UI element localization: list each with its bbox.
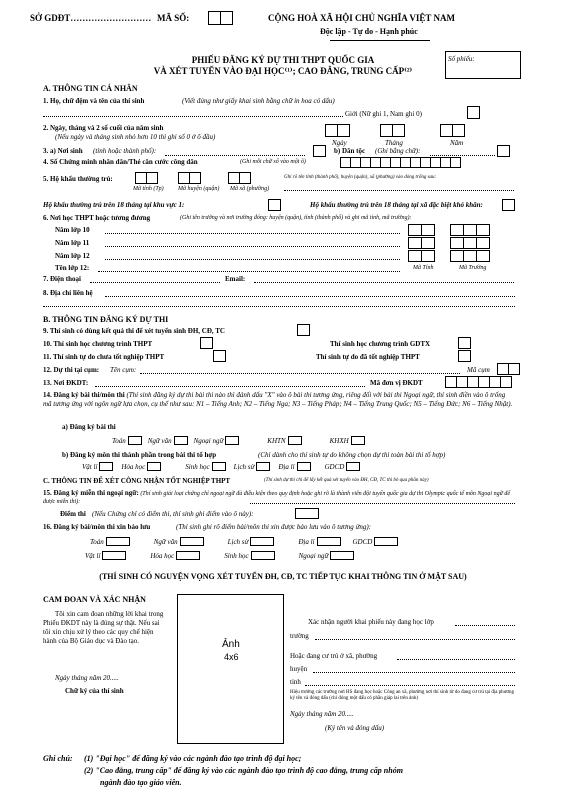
birth-month-cells[interactable] (380, 124, 404, 137)
diem-thi-label: Điểm thi (60, 510, 86, 518)
baoluu-row2 (85, 551, 358, 560)
lop10-field[interactable] (105, 233, 400, 234)
huyen-field[interactable] (313, 672, 515, 673)
ma-don-vi-cells[interactable] (445, 376, 511, 388)
q6-note: (Ghi tên trường và nơi trường đóng: huyện (quận), tỉnh (thành phố) và ghi mã tỉnh, mã trường): (180, 215, 412, 221)
q3b-note: (Ghi bằng chữ): (375, 147, 421, 155)
subject-b-lichsu-box[interactable] (256, 462, 270, 471)
subject-b-vatli-box[interactable] (99, 462, 113, 471)
baoluu-lichsu-box[interactable] (250, 537, 274, 546)
gdtx-label: Thí sinh học chương trình GDTX (330, 340, 431, 348)
gioi-label: Giới (Nữ ghi 1, Nam ghi 0) (345, 110, 422, 118)
ten-lop12-field[interactable] (98, 271, 400, 272)
noi-sinh-field[interactable] (165, 155, 305, 156)
baoluu-lichsu[interactable]: Lịch sử (228, 537, 275, 546)
xa-field[interactable] (397, 659, 515, 660)
footer-note-2: (2) "Cao đẳng, trung cấp" để đăng ký vào các ngành đào tạo trình độ cao đẳng, trung cấp nhóm (84, 766, 403, 775)
subject-a-nguvan[interactable]: Ngữ văn (148, 436, 188, 445)
subject-b-hoahoc[interactable]: Hóa học (121, 462, 161, 471)
section-a-heading: A. THÔNG TIN CÁ NHÂN (43, 84, 138, 93)
ma-cum-label: Mã cụm (467, 366, 490, 374)
cmnd-cells[interactable] (340, 157, 460, 168)
subject-b-diali-box[interactable] (297, 462, 311, 471)
q15-label: 15. Đăng ký miễn thi ngoại ngữ: (43, 489, 139, 497)
baoluu-vatli[interactable]: Vật lí (85, 551, 126, 560)
dan-toc-box[interactable] (497, 145, 510, 157)
lop11-ma-tinh[interactable] (408, 237, 434, 249)
subject-b-sinhhoc[interactable]: Sinh học (185, 462, 225, 471)
q7-label: 7. Điện thoại (43, 275, 81, 283)
baoluu-sinhhoc-box[interactable] (251, 551, 275, 560)
lop11-label: Năm lớp 11 (55, 239, 90, 247)
address-field-2[interactable] (43, 306, 515, 307)
lop10-label: Năm lớp 10 (55, 226, 90, 234)
footer-note-1: (1) "Đại học" để đăng ký vào các ngành đào tạo trình độ đại học; (84, 754, 302, 763)
confirm-note: Hiệu trưởng các trường nơi HS đang học hoặc Công an xã, phường nơi thí sinh từ do đang cư trú tại địa phương ký tên và đóng dấu (chỉ đóng một dấu có phần giáp lai trên ảnh) (290, 690, 515, 701)
q6-label: 6. Nơi học THPT hoặc tương đương (43, 214, 151, 222)
baoluu-nguvan-box[interactable] (180, 537, 204, 546)
so-phieu-box[interactable] (445, 51, 521, 79)
q5-note: Ghi rõ tên tỉnh (thành phố), huyện (quận), xã (phường) vào dòng trống sau: (284, 175, 437, 180)
q9-box[interactable] (297, 324, 310, 336)
photo-label-2: 4x6 (224, 652, 239, 662)
dkdt-field[interactable] (95, 386, 365, 387)
confirm-sign: (Ký tên và đóng dấu) (325, 724, 385, 732)
ma-truong-label: Mã Trường (459, 265, 487, 271)
confirm-label: Xác nhận người khai phiếu này đang học lớp (308, 618, 434, 626)
phone-field[interactable] (90, 282, 220, 283)
hoac-label: Hoặc đang cư trú ở xã, phường (290, 652, 378, 660)
q9-label: 9. Thí sinh có dùng kết quả thi để xét tuyển sinh ĐH, CĐ, TC (43, 327, 225, 335)
q13-label: 13. Nơi ĐKDT: (43, 379, 89, 387)
q1-label: 1. Họ, chữ đệm và tên của thí sinh (43, 97, 145, 105)
diem-thi-note: (Nếu Chứng chỉ có điểm thi, thí sinh ghi điểm vào ô này): (92, 510, 254, 518)
ma-huyen-cells[interactable] (178, 172, 200, 184)
baoluu-toan[interactable]: Toán (90, 537, 130, 546)
lop11-ma-truong[interactable] (450, 237, 489, 249)
confirm-date: Ngày tháng năm 20..... (290, 710, 354, 718)
section-c-heading: C. THÔNG TIN ĐỂ XÉT CÔNG NHẬN TỐT NGHIỆP THPT (43, 477, 231, 485)
photo-box[interactable] (177, 594, 284, 744)
tinh-field[interactable] (305, 685, 515, 686)
q10-label: 10. Thí sinh học chương trình THPT (43, 340, 153, 348)
q4-note: (Ghi mỗi chữ số vào một ô) (240, 159, 306, 165)
cum-field[interactable] (140, 373, 460, 374)
noi-sinh-box[interactable] (313, 145, 326, 157)
ma-cum-cells[interactable] (497, 363, 519, 375)
email-label: Email: (225, 275, 246, 283)
baoluu-gdcd-box[interactable] (374, 537, 398, 546)
subject-a-toan-box[interactable] (128, 436, 142, 445)
motto: Độc lập - Tự do - Hạnh phúc (320, 27, 418, 36)
q3b-label: b) Dân tộc (334, 147, 366, 155)
ngay-label: Ngày (332, 139, 347, 147)
q16-label: 16. Đăng ký bài/môn thi xin bảo lưu (43, 523, 151, 531)
so-gddt: SỞ GDĐT……………………… (30, 13, 152, 23)
q2-label: 2. Ngày, tháng và 2 số cuối của năm sinh (43, 124, 164, 132)
commit-date: Ngày tháng năm 20..... (55, 674, 119, 682)
totnghiep-box[interactable] (458, 350, 471, 362)
ma-tinh-label: Mã Tỉnh (413, 265, 434, 271)
baoluu-hoahoc-box[interactable] (176, 551, 200, 560)
baoluu-gdcd[interactable]: GDCD (353, 537, 399, 546)
commit-text: Tôi xin cam đoan những lời khai trong Phiếu ĐKDT này là đúng sự thật. Nếu sai tôi xin chịu xử lý theo các quy chế hiện hành của Bộ Giáo dục và Đào tạo. (43, 610, 164, 645)
subject-a-ngoaingu[interactable]: Ngoại ngữ (194, 436, 240, 445)
gioi-box[interactable] (467, 106, 480, 119)
huyen-label: huyện (290, 665, 308, 673)
baoluu-ngoaingu-box[interactable] (330, 551, 354, 560)
ma-huyen-label: Mã huyện (quận) (178, 186, 220, 192)
form-title-1: PHIẾU ĐĂNG KÝ DỰ THI THPT QUỐC GIA (191, 55, 375, 65)
gdtx-box[interactable] (458, 337, 471, 349)
republic: CỘNG HOÀ XÃ HỘI CHỦ NGHĨA VIỆT NAM (268, 13, 455, 23)
q14b-note: (Chỉ dành cho thí sinh tự do không chọn dự thi toàn bài thi tổ hợp) (258, 451, 446, 459)
lop12-ma-truong[interactable] (450, 250, 489, 262)
q14b-label: b) Đăng ký môn thi thành phần trong bài thi tổ hợp (62, 451, 217, 459)
baoluu-diali[interactable]: Địa lí (298, 537, 340, 546)
q15-note: (Thí sinh giải loại chứng chỉ ngoại ngữ đủ điều kiện theo quy định hoặc ghi rõ là thành viên đội tuyển quốc gia dự thi Olympic quốc tế môn Ngoại ngữ để được miễn thi): (43, 491, 511, 505)
subject-b-hoahoc-box[interactable] (147, 462, 161, 471)
commit-heading: CAM ĐOAN VÀ XÁC NHẬN (43, 595, 146, 604)
footer-label: Ghi chú: (43, 754, 73, 763)
lop12-field[interactable] (105, 259, 400, 260)
baoluu-toan-box[interactable] (106, 537, 130, 546)
address-field[interactable] (105, 296, 515, 297)
subject-a-khxh-box[interactable] (351, 436, 365, 445)
ma-xa-label: Mã xã (phường) (230, 186, 270, 192)
ten-lop12-label: Tên lớp 12: (55, 264, 90, 272)
lop11-field[interactable] (105, 246, 400, 247)
birth-day-cells[interactable] (325, 124, 349, 137)
q11-label: 11. Thí sinh tự do chưa tốt nghiệp THPT (43, 353, 165, 361)
subjects-a (112, 436, 369, 445)
q12-label: 12. Dự thi tại cụm: (43, 366, 100, 374)
subject-a-ngoaingu-box[interactable] (225, 436, 239, 445)
q14a-label: a) Đăng ký bài thi (62, 423, 116, 431)
q8-label: 8. Địa chỉ liên hệ (43, 289, 93, 297)
dan-toc-field[interactable] (430, 155, 495, 156)
ma-so-cells[interactable] (208, 11, 232, 25)
so-phieu-label: Số phiếu: (448, 55, 475, 63)
baoluu-vatli-box[interactable] (102, 551, 126, 560)
q2-note: (Nếu ngày và tháng sinh nhỏ hơn 10 thì ghi số 0 ở ô đầu) (55, 133, 216, 141)
xa-dbkk-box[interactable] (502, 199, 515, 211)
q15-field[interactable] (250, 503, 515, 504)
form-title-2: VÀ XÉT TUYỂN VÀO ĐẠI HỌC⁽¹⁾; CAO ĐẲNG, TRUNG CẤP⁽²⁾ (153, 66, 413, 76)
subject-b-sinhhoc-box[interactable] (212, 462, 226, 471)
subject-b-gdcd[interactable]: GDCD (325, 462, 361, 471)
lop10-ma-tinh[interactable] (408, 224, 434, 236)
q3a-label: 3. a) Nơi sinh (43, 147, 83, 155)
baoluu-hoahoc[interactable]: Hóa học (150, 551, 200, 560)
subject-a-khtn[interactable]: KHTN (267, 436, 301, 445)
q14-note: (Thí sinh đăng ký dự thi bài thi nào thì đánh dấu "X" vào ô bài thi tương ứng, riêng đối với bài thi Ngoại ngữ, thí sinh điền vào ô trống mã tương ứng với ngôn ngữ lựa chọn, cụ thể như sau: N1 – Tiếng Anh; N2 – Tiếng Nga; N3 – Tiếng Pháp; N4 – Tiếng Trung Quốc; N5 – Tiếng Đức; N6 – Tiếng Nhật). (43, 391, 513, 408)
ma-tinh-tp-label: Mã tỉnh (Tp) (133, 186, 164, 192)
ma-so-label: MÃ SỐ: (157, 13, 190, 23)
q10-box[interactable] (200, 337, 213, 349)
q3a-note: (tỉnh hoặc thành phố): (93, 147, 157, 155)
nam-label: Năm (450, 139, 464, 147)
totnghiep-label: Thí sinh tự do đã tốt nghiệp THPT (316, 353, 420, 361)
confirm-lop-field[interactable] (455, 625, 515, 626)
baoluu-ngoaingu[interactable]: Ngoại ngữ (299, 551, 355, 560)
section-c-note: (Thí sinh dự thi chỉ để lấy kết quả xét tuyển vào ĐH, CĐ, TC thì bỏ qua phần này) (264, 478, 429, 483)
photo-label-1: Ảnh (222, 639, 240, 650)
subject-b-lichsu[interactable]: Lịch sử (234, 462, 271, 471)
q1-note: (Viết đúng như giấy khai sinh bằng chữ in hoa có dấu) (182, 97, 335, 105)
birth-year-cells[interactable] (440, 124, 464, 137)
q11-box[interactable] (213, 350, 226, 362)
name-field[interactable] (43, 116, 343, 117)
lop10-ma-truong[interactable] (450, 224, 489, 236)
subject-a-khxh[interactable]: KHXH (330, 436, 365, 445)
q14-block (43, 391, 515, 409)
subject-b-gdcd-box[interactable] (346, 462, 360, 471)
lop12-ma-tinh[interactable] (408, 250, 434, 262)
ten-cum-label: Tên cụm: (110, 366, 137, 374)
truong-label: trường (290, 632, 309, 640)
q4-label: 4. Số Chứng minh nhân dân/Thẻ căn cước công dân (43, 158, 198, 166)
footer-note-3: ngành đào tạo giáo viên. (100, 778, 182, 787)
baoluu-nguvan[interactable]: Ngữ văn (154, 537, 204, 546)
tinh-label: tỉnh (290, 678, 301, 686)
ma-tinh-cells[interactable] (135, 172, 157, 184)
ho-khau-field[interactable] (284, 190, 514, 191)
q5-label: 5. Hộ khẩu thường trú: (43, 175, 113, 183)
subject-b-diali[interactable]: Địa lí (278, 462, 310, 471)
section-b-heading: B. THÔNG TIN ĐĂNG KÝ DỰ THI (43, 315, 169, 324)
baoluu-diali-box[interactable] (317, 537, 341, 546)
truong-field[interactable] (315, 639, 515, 640)
baoluu-row1 (90, 537, 402, 546)
q14-label: 14. Đăng ký bài thi/môn thi (43, 391, 125, 399)
ma-don-vi-label: Mã đơn vị ĐKDT (370, 379, 423, 387)
q16-note: (Thí sinh ghi rõ điểm bài/môn thi xin được bảo lưu vào ô tương ứng): (176, 523, 372, 531)
email-field[interactable] (254, 282, 514, 283)
xa-dbkk-label: Hộ khẩu thường trú trên 18 tháng tại xã đặc biệt khó khăn: (310, 201, 483, 209)
next-page-note: (THÍ SINH CÓ NGUYỆN VỌNG XÉT TUYỂN ĐH, CĐ, TC TIẾP TỤC KHAI THÔNG TIN Ở MẶT SAU) (99, 572, 467, 581)
subject-b-vatli[interactable]: Vật lí (82, 462, 113, 471)
subject-a-nguvan-box[interactable] (174, 436, 188, 445)
kv1-box[interactable] (268, 199, 281, 211)
kv1-label: Hộ khẩu thường trú trên 18 tháng tại khu vực 1: (43, 201, 185, 209)
subjects-b (82, 462, 364, 471)
diem-thi-box[interactable] (295, 508, 319, 519)
lop12-label: Năm lớp 12 (55, 252, 90, 260)
commit-signature: Chữ ký của thí sinh (65, 687, 124, 695)
ma-xa-cells[interactable] (228, 172, 250, 184)
subject-a-khtn-box[interactable] (288, 436, 302, 445)
subject-a-toan[interactable]: Toán (112, 436, 142, 445)
baoluu-sinhhoc[interactable]: Sinh học (224, 551, 274, 560)
thang-label: Tháng (385, 139, 403, 147)
motto-underline (330, 40, 430, 41)
